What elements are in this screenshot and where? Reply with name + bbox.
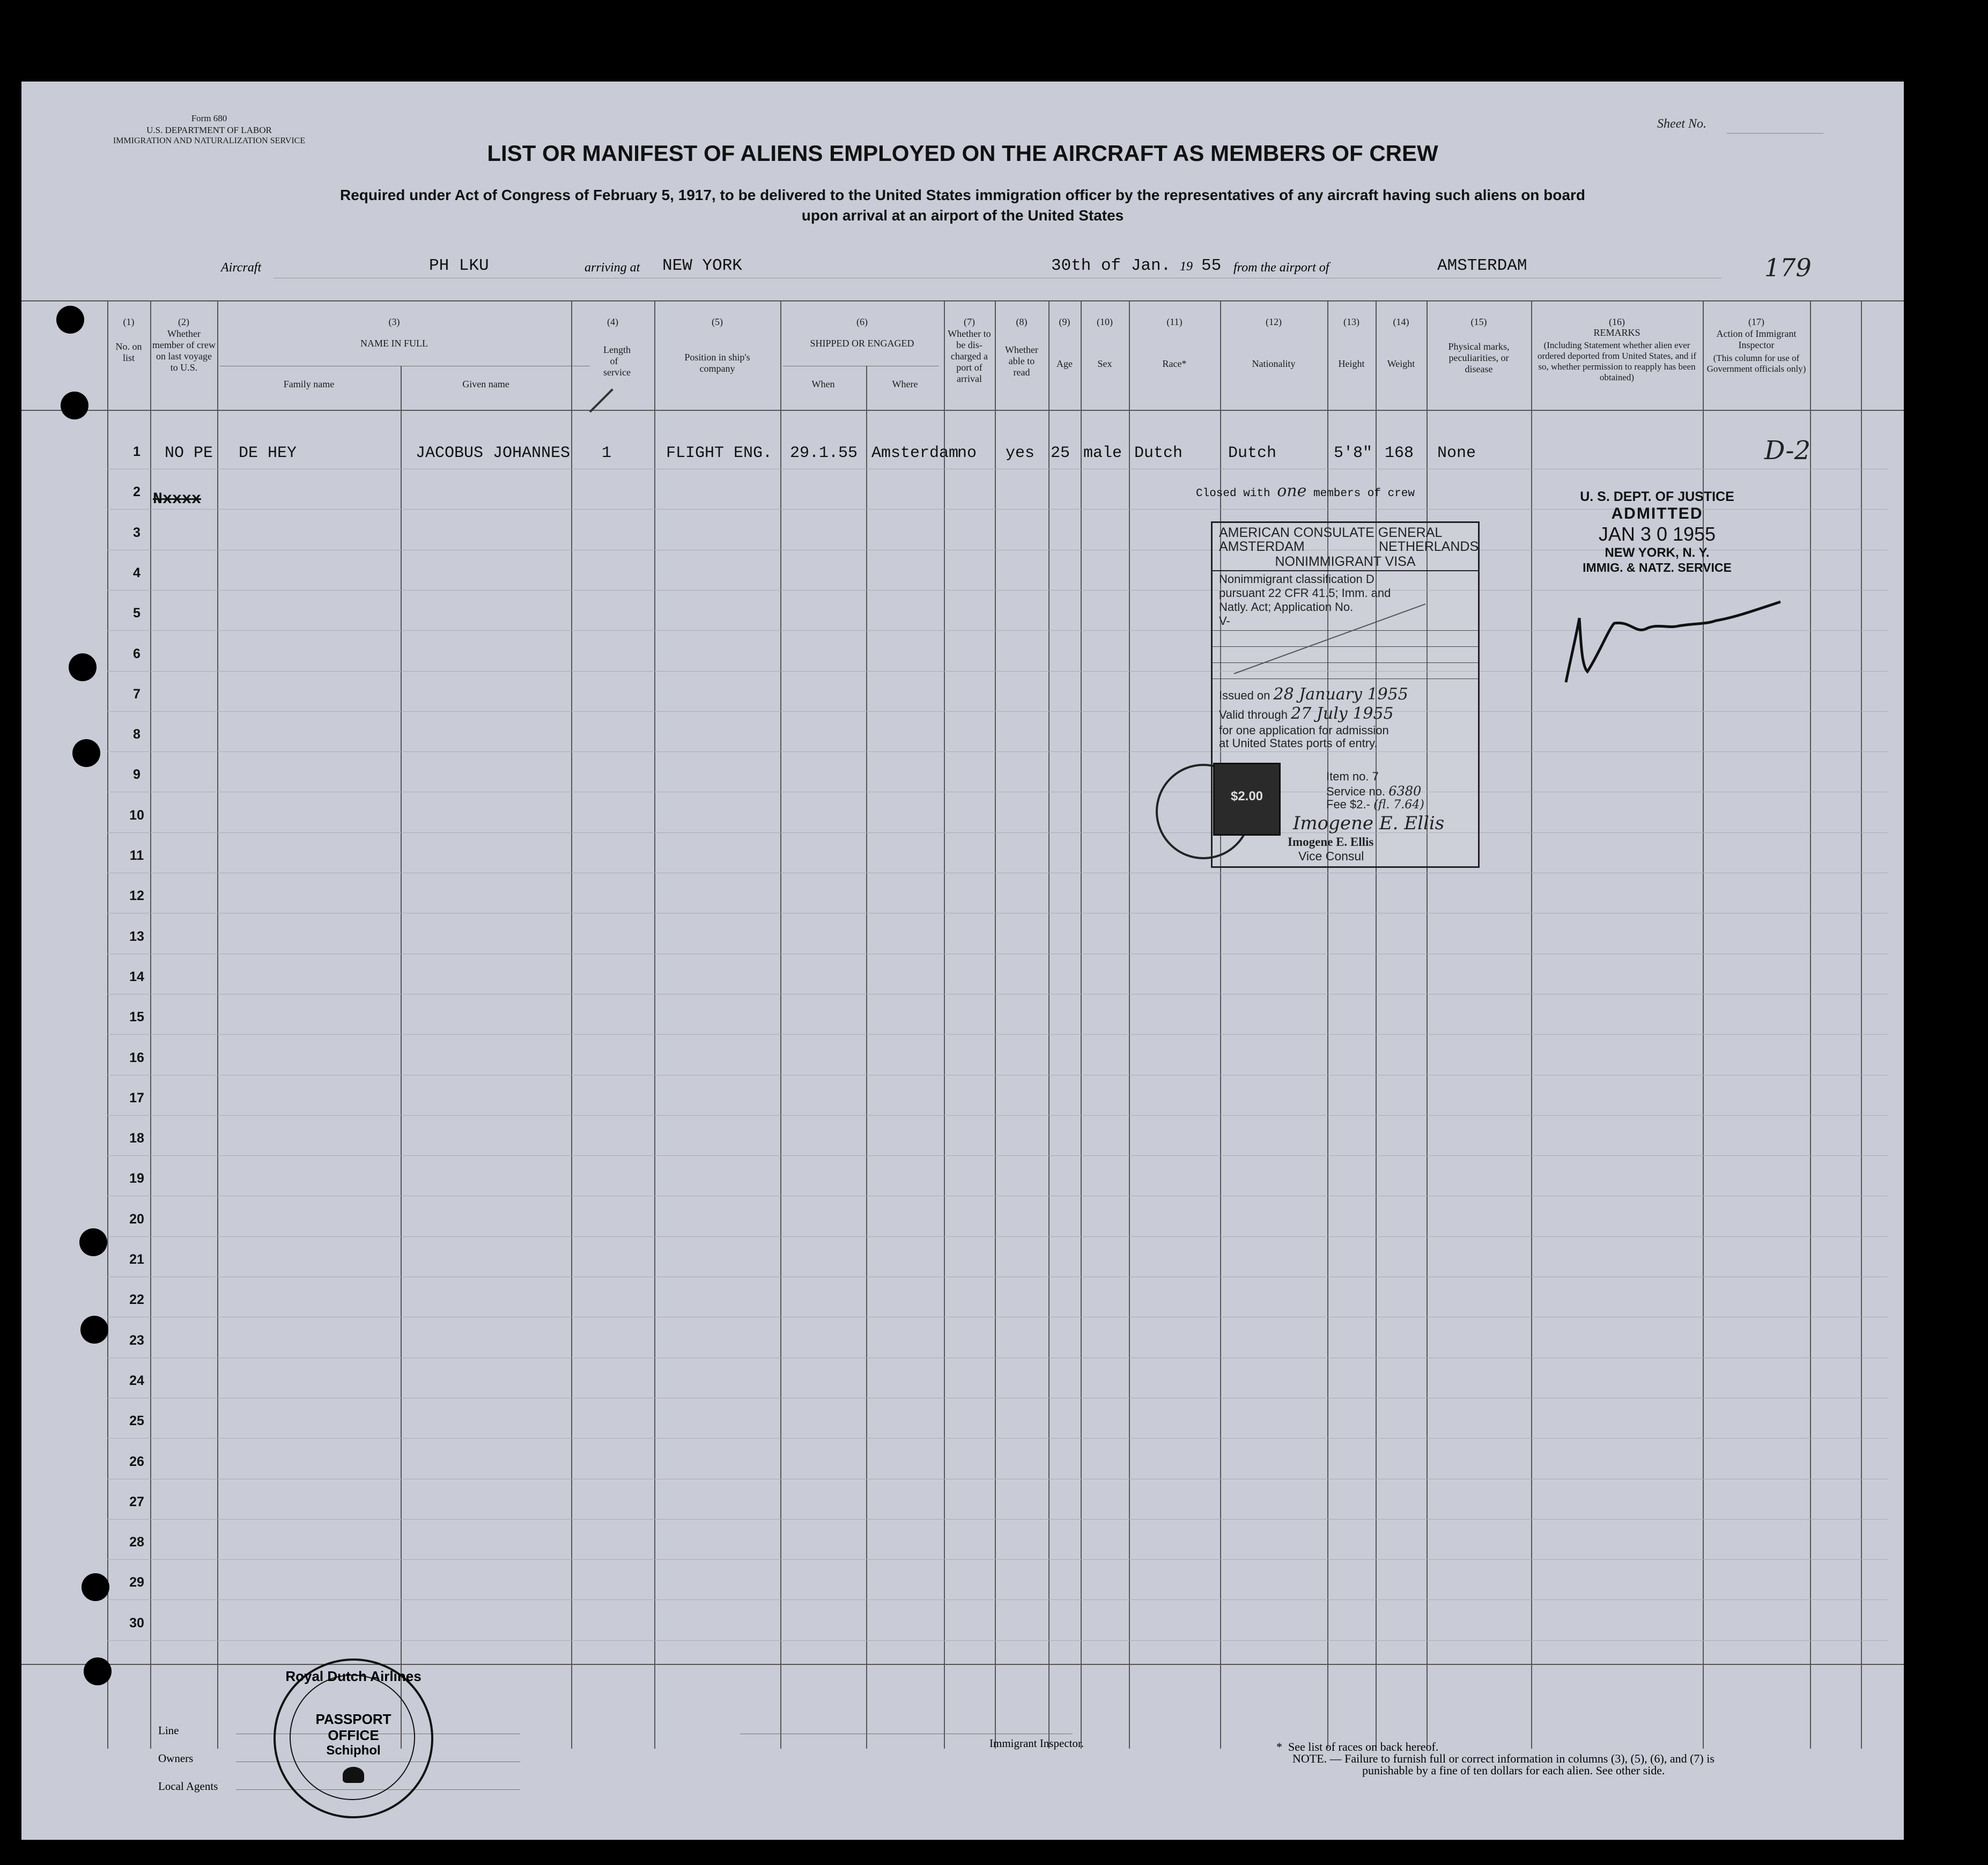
col16-header: REMARKS bbox=[1593, 327, 1640, 338]
row-number: 17 bbox=[129, 1090, 144, 1105]
row-rule bbox=[107, 1599, 1888, 1600]
footer-agents-label: Local Agents bbox=[158, 1780, 218, 1793]
row-number: 8 bbox=[133, 727, 141, 742]
row1-shipped-where: Amsterdam bbox=[871, 444, 959, 462]
row1-discharged: no bbox=[957, 444, 977, 462]
crown-icon bbox=[343, 1767, 364, 1783]
year-prefix: 19 bbox=[1180, 260, 1193, 274]
col1-number: (1) bbox=[123, 316, 135, 327]
col7-number: (7) bbox=[964, 316, 975, 327]
col6-where-header: Where bbox=[892, 379, 918, 389]
row-rule bbox=[107, 1559, 1888, 1560]
col12-number: (12) bbox=[1266, 316, 1282, 327]
row-rule bbox=[107, 1155, 1888, 1156]
col3-number: (3) bbox=[388, 316, 400, 327]
row-rule bbox=[107, 1519, 1888, 1520]
sheet-no-label: Sheet No. bbox=[1657, 117, 1706, 131]
row-number: 2 bbox=[133, 484, 141, 499]
col9-number: (9) bbox=[1059, 316, 1070, 327]
consul-signature: Imogene E. Ellis bbox=[1293, 813, 1445, 834]
row-number: 21 bbox=[129, 1252, 144, 1267]
row-number: 23 bbox=[129, 1333, 144, 1348]
arriving-value: NEW YORK bbox=[662, 256, 742, 275]
col13-number: (13) bbox=[1343, 316, 1359, 327]
row-rule bbox=[107, 1236, 1888, 1237]
col17-subheader: (This column for use of Government officials only) bbox=[1706, 353, 1806, 374]
page-title: LIST OR MANIFEST OF ALIENS EMPLOYED ON THE AIRCRAFT AS MEMBERS OF CREW bbox=[487, 141, 1438, 166]
col9-header: Age bbox=[1056, 358, 1073, 369]
row-number: 28 bbox=[129, 1535, 144, 1550]
row-number: 9 bbox=[133, 767, 141, 782]
row1-position: FLIGHT ENG. bbox=[666, 444, 773, 462]
row-number: 5 bbox=[133, 606, 141, 621]
col15-header: Physical marks, peculiarities, or disease bbox=[1448, 341, 1510, 374]
col3-given-header: Given name bbox=[462, 379, 509, 389]
col17-number: (17) bbox=[1748, 316, 1764, 327]
punch-hole bbox=[79, 1228, 107, 1256]
row1-physical-marks: None bbox=[1437, 444, 1476, 462]
col2-number: (2) bbox=[178, 316, 189, 327]
col16-subheader: (Including Statement whether alien ever ordered deported from United States, and if so, whether permission to reapply has been obtained) bbox=[1538, 340, 1696, 382]
row1-shipped-when: 29.1.55 bbox=[790, 444, 858, 462]
row-rule bbox=[107, 1438, 1888, 1439]
service-name: IMMIGRATION AND NATURALIZATION SERVICE bbox=[113, 136, 306, 145]
row-number: 13 bbox=[129, 929, 144, 944]
row1-race: Dutch bbox=[1134, 444, 1183, 462]
col8-header: Whether able to read bbox=[1005, 344, 1038, 378]
row1-inspector-action: D-2 bbox=[1764, 436, 1811, 466]
row-number: 25 bbox=[129, 1413, 144, 1428]
row1-nationality: Dutch bbox=[1228, 444, 1277, 462]
row-number: 18 bbox=[129, 1131, 144, 1146]
from-airport-label: from the airport of bbox=[1233, 261, 1329, 275]
row1-given-name: JACOBUS JOHANNES bbox=[416, 444, 571, 462]
aircraft-label: Aircraft bbox=[221, 261, 262, 275]
subtitle-line-2: upon arrival at an airport of the United States bbox=[801, 207, 1124, 224]
subtitle-line-1: Required under Act of Congress of February 5, 1917, to be delivered to the United States immigration officer by the representatives of any aircraft having such aliens on board bbox=[340, 187, 1585, 203]
row1-sex: male bbox=[1083, 444, 1122, 462]
row-rule bbox=[107, 832, 1888, 833]
punch-hole bbox=[84, 1657, 112, 1685]
year-value: 55 bbox=[1201, 256, 1222, 275]
row-number: 22 bbox=[129, 1292, 144, 1307]
footer-owners-label: Owners bbox=[158, 1752, 194, 1765]
tick-mark bbox=[589, 388, 614, 412]
col16-number: (16) bbox=[1609, 316, 1625, 327]
row-rule bbox=[107, 1640, 1888, 1641]
inspector-signature bbox=[1555, 591, 1797, 698]
footer-note-2: punishable by a fine of ten dollars for each alien. See other side. bbox=[1362, 1764, 1665, 1777]
col4-number: (4) bbox=[607, 316, 618, 327]
row-number: 12 bbox=[129, 888, 144, 903]
row-number: 10 bbox=[129, 808, 144, 823]
visa-stamp: AMERICAN CONSULATE GENERAL AMSTERDAM NETHERLANDS NONIMMIGRANT VISA Nonimmigrant classification D pursuant 22 CFR 41.5; Imm. and Natly. Act; Application No. V- Issued on 28 January 1955 Valid through 27 July 1955 for one application for admission at United States ports of entry. Item no. 7 Service no. 6380 Fee $2.- (fl. 7.64) Imogene E. Ellis Imogene E. Ellis Vice Consul bbox=[1211, 521, 1480, 868]
col14-number: (14) bbox=[1393, 316, 1409, 327]
row1-age: 25 bbox=[1051, 444, 1070, 462]
row-number: 24 bbox=[129, 1373, 144, 1388]
date-value: 30th of Jan. bbox=[1051, 256, 1171, 275]
punch-hole bbox=[69, 653, 97, 681]
row-rule bbox=[107, 751, 1888, 752]
col5-header: Position in ship's company bbox=[684, 352, 750, 374]
row-number: 20 bbox=[129, 1212, 144, 1227]
row1-family-name: DE HEY bbox=[239, 444, 297, 462]
footer-note-1: NOTE. — Failure to furnish full or correct information in columns (3), (5), (6), and (7) is bbox=[1292, 1752, 1714, 1765]
col6-header: SHIPPED OR ENGAGED bbox=[810, 338, 914, 349]
row-number: 27 bbox=[129, 1494, 144, 1509]
punch-hole bbox=[56, 306, 84, 334]
row1-height: 5'8" bbox=[1334, 444, 1373, 462]
col10-header: Sex bbox=[1097, 358, 1112, 369]
arriving-label: arriving at bbox=[585, 261, 640, 275]
row-number: 16 bbox=[129, 1050, 144, 1065]
row-rule bbox=[107, 711, 1888, 712]
row-rule bbox=[107, 1034, 1888, 1035]
col7-header: Whether to be dis-charged a port of arrival bbox=[948, 328, 991, 384]
admitted-stamp: U. S. DEPT. OF JUSTICE ADMITTED JAN 3 0 1955 NEW YORK, N. Y. IMMIG. & NATZ. SERVICE bbox=[1580, 489, 1734, 574]
punch-hole bbox=[72, 739, 100, 767]
row-number: 29 bbox=[129, 1575, 144, 1590]
punch-hole bbox=[61, 392, 88, 419]
row-number: 26 bbox=[129, 1454, 144, 1469]
footer-note-races: * See list of races on back hereof. bbox=[1276, 1740, 1439, 1753]
row2-struck-entry: Nxxxx bbox=[153, 490, 202, 508]
row-number: 30 bbox=[129, 1616, 144, 1631]
col11-number: (11) bbox=[1166, 316, 1183, 327]
form-number: Form 680 bbox=[191, 113, 227, 123]
row-number: 15 bbox=[129, 1009, 144, 1024]
row-number: 4 bbox=[133, 565, 141, 580]
row1-length-service: 1 bbox=[602, 444, 612, 462]
col6-number: (6) bbox=[856, 316, 868, 327]
handwritten-number: 179 bbox=[1764, 253, 1812, 282]
col6-when-header: When bbox=[811, 379, 835, 389]
col4-header: Length of service bbox=[603, 344, 631, 378]
col12-header: Nationality bbox=[1252, 358, 1296, 369]
col2-header: Whether member of crew on last voyage to U.S. bbox=[152, 328, 216, 373]
row1-crew-prev: NO PE bbox=[165, 444, 213, 462]
punch-hole bbox=[82, 1573, 109, 1601]
row-number: 6 bbox=[133, 646, 141, 661]
row-rule bbox=[107, 590, 1888, 591]
row-number: 1 bbox=[133, 444, 141, 459]
row-rule bbox=[107, 1115, 1888, 1116]
punch-hole bbox=[80, 1316, 108, 1344]
manifest-sheet bbox=[21, 82, 1904, 1840]
col14-header: Weight bbox=[1387, 358, 1415, 369]
col3-family-header: Family name bbox=[283, 379, 335, 389]
col3-header: NAME IN FULL bbox=[360, 338, 428, 349]
closed-note: Closed with one members of crew bbox=[1196, 482, 1415, 500]
row-number: 3 bbox=[133, 525, 141, 540]
klm-passport-stamp: Royal Dutch Airlines PASSPORT OFFICE Schiphol bbox=[274, 1658, 433, 1818]
from-airport-value: AMSTERDAM bbox=[1437, 256, 1527, 275]
footer-inspector-label: Immigrant Inspector. bbox=[989, 1737, 1084, 1750]
aircraft-value: PH LKU bbox=[429, 256, 489, 275]
row-number: 14 bbox=[129, 969, 144, 984]
col10-number: (10) bbox=[1097, 316, 1113, 327]
row-number: 11 bbox=[129, 848, 144, 863]
col15-number: (15) bbox=[1470, 316, 1487, 327]
row1-able-to-read: yes bbox=[1006, 444, 1035, 462]
col5-number: (5) bbox=[712, 316, 723, 327]
col17-header: Action of Immigrant Inspector bbox=[1716, 328, 1797, 350]
footer-line-label: Line bbox=[158, 1724, 179, 1737]
row1-weight: 168 bbox=[1385, 444, 1414, 462]
col1-header: No. on list bbox=[115, 341, 142, 363]
col11-header: Race* bbox=[1162, 358, 1187, 369]
col13-header: Height bbox=[1338, 358, 1365, 369]
row-number: 7 bbox=[133, 687, 141, 702]
row-number: 19 bbox=[129, 1171, 144, 1186]
dept-name: U.S. DEPARTMENT OF LABOR bbox=[146, 125, 272, 135]
col8-number: (8) bbox=[1016, 316, 1028, 327]
fee-stamp: $2.00 bbox=[1213, 763, 1281, 836]
